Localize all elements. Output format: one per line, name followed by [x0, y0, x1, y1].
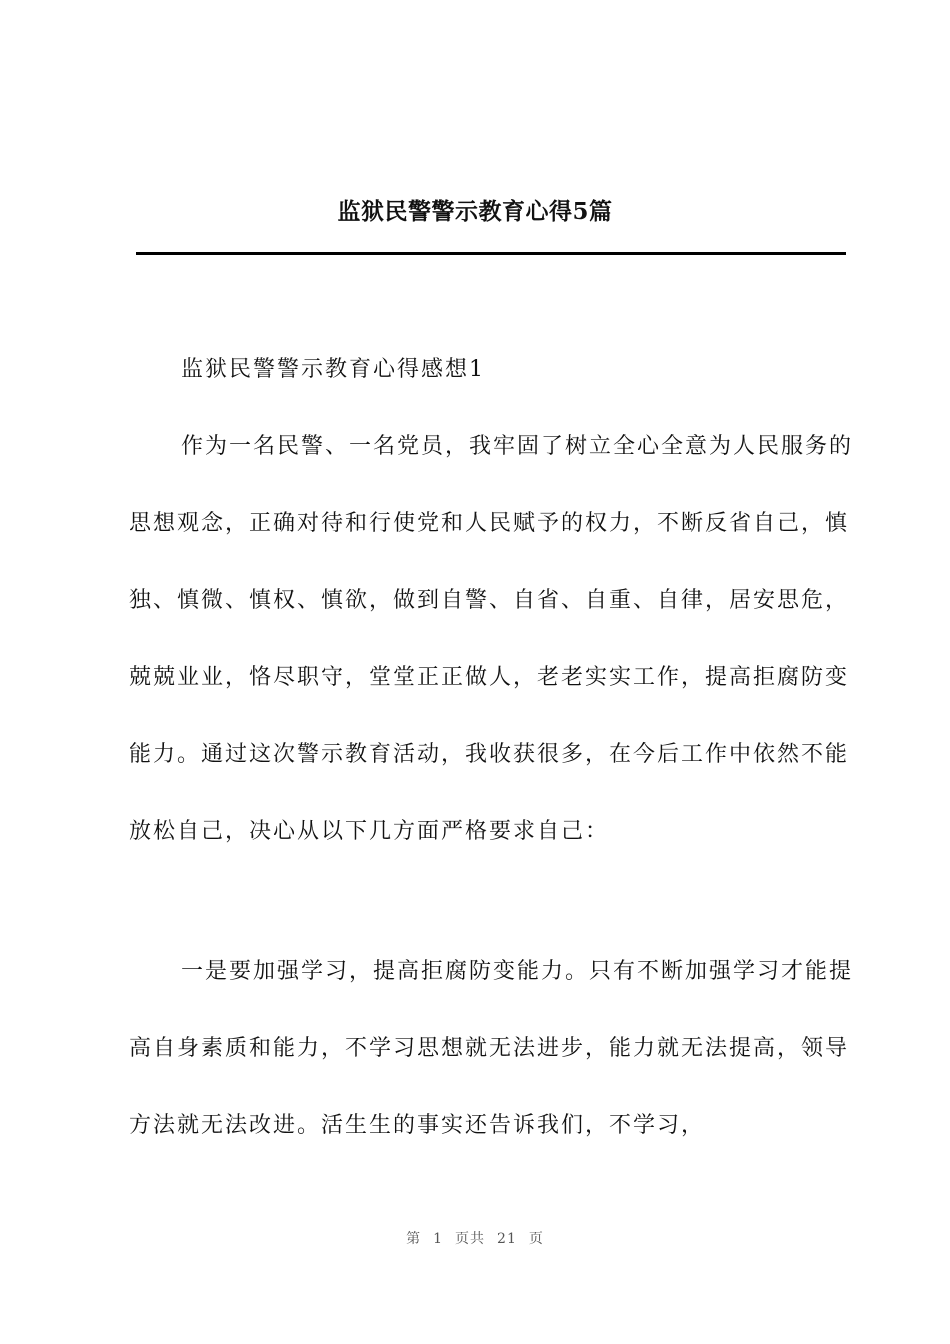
paragraph-1-text: 作为一名民警、一名党员，我牢固了树立全心全意为人民服务的思想观念，正确对待和行使党和人民赋予的权力，不断反省自己，慎独、慎微、慎权、慎欲，做到自警、自省、自重、自律，居安思危，兢兢业业，恪尽职守，堂堂正正做人，老老实实工作，提高拒腐防变能力。通过这次警示教育活动，我收获很多，在今后工作中依然不能放松自己，决心从以下几方面严格要求自己：	[129, 434, 854, 844]
footer-middle: 页共	[455, 1231, 486, 1247]
document-title: 监狱民警警示教育心得5篇	[337, 198, 613, 225]
paragraph-2	[129, 933, 854, 1164]
footer-suffix: 页	[528, 1231, 544, 1247]
footer-total-pages: 21	[497, 1231, 517, 1247]
subheading-text: 监狱民警警示教育心得感想1	[181, 357, 485, 382]
section-subheading	[129, 331, 854, 408]
footer-prefix: 第	[406, 1231, 422, 1247]
paragraph-1	[129, 408, 854, 870]
title-underline	[136, 252, 846, 255]
paragraph-2-text: 一是要加强学习，提高拒腐防变能力。只有不断加强学习才能提高自身素质和能力，不学习思想就无法进步，能力就无法提高，领导方法就无法改进。活生生的事实还告诉我们，不学习，	[129, 959, 854, 1138]
footer-current-page: 1	[433, 1231, 444, 1247]
page-footer	[0, 1228, 950, 1248]
